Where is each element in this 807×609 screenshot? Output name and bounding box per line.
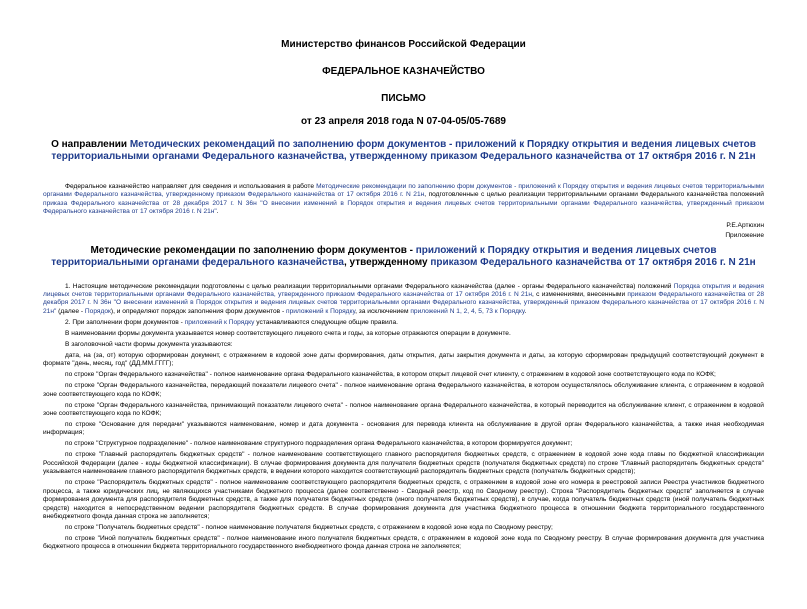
title-text-1: Методические рекомендации по заполнению форм документов - xyxy=(90,244,416,256)
paragraph-ofk-transferring: по строке "Орган Федерального казначейства, передающий показатели лицевого счета" - полное наименование органа Федерального казначейства, в котором осуществлялось обслуживание клиента, с отражением в кодовой зоне соответствующего кода по КОФК; xyxy=(43,382,764,398)
subject-link[interactable]: Методических рекомендаций по заполнению форм документов - приложений к Порядку открытия и ведения лицевых счетов территориальными органами Федерального казначейства, утвержденному приказом Федерального казначейства от 17 октября 2016 г. N 21н xyxy=(51,139,756,162)
title-link-order-21n[interactable]: приказом Федерального казначейства от 17 октября 2016 г. N 21н xyxy=(430,256,756,268)
intro-text-3: . xyxy=(216,208,219,216)
paragraph-structural-unit: по строке "Структурное подразделение" - полное наименование структурного подразделения органа Федерального казначейства, в котором формируется документ; xyxy=(65,440,573,448)
p1-text-1: 1. Настоящие методические рекомендации подготовлены с целью реализации территориальными органами Федерального казначейства (далее - органы Федерального казначейства) положений xyxy=(65,282,674,290)
p2-text-1: 2. При заполнении форм документов - xyxy=(65,318,185,326)
p1-text-3: (далее - xyxy=(56,307,85,315)
p1-link-appendices[interactable]: приложений к Порядку xyxy=(286,307,356,315)
p1-link-appendix-numbers[interactable]: приложений N 1, 2, 4, 5, 73 к Порядку xyxy=(410,307,525,315)
paragraph-ofk-receiving: по строке "Орган Федерального казначейства, принимающий показатели лицевого счета" - полное наименование органа Федерального казначейства, в который переводится на обслуживание клиент, с отражением в кодовой зоне соответствующего кода по КОФК; xyxy=(43,401,764,418)
title-link-appendices[interactable]: приложений к Порядку открытия и ведения лицевых счетов территориальными органами федерального казначейства xyxy=(51,244,717,268)
p2-link-appendices[interactable]: приложений к Порядку xyxy=(184,318,255,326)
paragraph-other-recipient: по строке "Иной получатель бюджетных средств" - полное наименование иного получателя бюджетных средств, с отражением в кодовой зоне кода по Сводному реестру. В случае формирования документа для участника бюджетного процесса в отношении бюджета территориального государственного внебюджетного фонда данная строка не заполняется; xyxy=(43,534,764,551)
title-text-2: , утвержденному xyxy=(343,256,431,268)
paragraph-date: дата, на (за, от) которую сформирован документ, с отражением в кодовой зоне даты формирования, даты открытия, даты закрытия документа и даты, за которую сформирован предыдущий соответствующий документ в формате "день, месяц, год" (ДД.ММ.ГГГГ); xyxy=(43,351,764,368)
intro-paragraph xyxy=(43,183,764,217)
recommendations-title xyxy=(43,245,764,269)
p2-text-2: устанавливаются следующие общие правила. xyxy=(254,318,398,326)
p1-text-6: . xyxy=(524,307,527,315)
p1-text-2: , с изменениями, внесенными xyxy=(532,291,628,299)
paragraph-header-part: В заголовочной части формы документа указываются: xyxy=(65,340,233,348)
intro-link-order-36n[interactable]: приказа Федерального казначейства от 28 декабря 2017 г. N 36н "О внесении изменений в Порядок открытия и ведения лицевых счетов территориальными органами Федерального казначейства, утвержденный приказом Федерального казначейства от 17 октября 2016 г. N 21н" xyxy=(43,199,764,216)
p1-link-order-36n[interactable]: приказом Федерального казначейства от 28 декабря 2017 г. N 36н "О внесении изменений в Порядок открытия и ведения лицевых счетов территориальными органами Федерального казначейства, утвержденный приказом Федерального казначейства от 17 октября 2016 г. N 21н" xyxy=(43,291,764,315)
paragraph-chief-manager: по строке "Главный распорядитель бюджетных средств" - полное наименование соответствующего главного распорядителя бюджетных средств, с отражением в кодовой зоне кода главы по бюджетной классификации Российской Федерации (далее - коды бюджетной классификации). В случае формирования документа для получателя бюджетных средств (получателя бюджетных средств) по строке "Главный распорядитель бюджетных средств" указывается наименование главного распорядителя бюджетных средств, в ведении которого находится соответствующий распорядитель бюджетных средств (получатель бюджетных средств); xyxy=(43,451,764,476)
intro-text-2: , подготовленные с целью реализации территориальными органами Федерального казначейства положений xyxy=(424,191,764,199)
intro-link-recommendations[interactable]: Методические рекомендации по заполнению форм документов - приложений к Порядку открытия и ведения лицевых счетов территориальными органами Федерального казначейства, утвержденному приказом Федерального казначейства от 17 октября 2016 г. N 21н xyxy=(43,183,764,199)
signature: Р.Е.Артюхин xyxy=(726,221,764,229)
intro-text-1: Федеральное казначейство направляет для сведения и использования в работе xyxy=(65,183,317,190)
paragraph-ofk: по строке "Орган Федерального казначейства" - полное наименование органа Федерального казначейства, в котором открыт лицевой счет клиенту, с отражением в кодовой зоне соответствующего кода по КОФК; xyxy=(65,371,716,379)
agency-heading: ФЕДЕРАЛЬНОЕ КАЗНАЧЕЙСТВО xyxy=(322,66,485,77)
document-body xyxy=(43,283,764,552)
paragraph-2 xyxy=(43,319,764,327)
doc-date-number: от 23 апреля 2018 года N 07-04-05/05-7689 xyxy=(301,116,506,127)
ministry-heading: Министерство финансов Российской Федерации xyxy=(281,39,526,50)
paragraph-1 xyxy=(43,283,764,317)
p1-text-5: , за исключением xyxy=(355,307,411,315)
subject-prefix: О направлении xyxy=(51,139,130,150)
doc-type-heading: ПИСЬМО xyxy=(381,93,426,104)
paragraph-recipient: по строке "Получатель бюджетных средств" - полное наименование получателя бюджетных средств, с отражением в кодовой зоне кода по Сводному реестру; xyxy=(65,523,553,531)
p1-link-poryadok[interactable]: Порядок xyxy=(84,307,111,315)
attachment-label: Приложение xyxy=(725,231,764,239)
paragraph-form-name: В наименовании формы документа указывается номер соответствующего лицевого счета и годы, за которые отражаются операции в документе. xyxy=(65,329,511,337)
paragraph-manager: по строке "Распорядитель бюджетных средств" - полное наименование соответствующего распорядителя бюджетных средств, с отражением в кодовой зоне его номера в реестровой записи Реестра участников бюджетного процесса, а также юридических лиц, не являющихся участниками бюджетного процесса (далее соответственно - Сводный реестр, код по Сводному реестру). Строка "Распорядитель бюджетных средств" заполняется в случае формирования документа для распорядителя бюджетных средств, а также для получателя бюджетных средств (иного получателя бюджетных средств), в случае, когда получатель бюджетных средств (иной получатель бюджетных средств) находится в непосредственном ведении распорядителя бюджетных средств. В случае формирования документа для участника бюджетного процесса в отношении бюджета территориального государственного внебюджетного фонда данная строка не заполняется; xyxy=(43,479,764,520)
p1-link-procedure[interactable]: Порядка открытия и ведения лицевых счетов территориальными органами Федерального казначейства, утвержденного приказом Федерального казначейства от 17 октября 2016 г. N 21н xyxy=(43,282,764,299)
p1-text-4: ), и определяют порядок заполнения форм документов - xyxy=(110,307,287,315)
document-page xyxy=(0,38,807,609)
letter-subject xyxy=(43,139,764,163)
paragraph-transfer-basis: по строке "Основание для передачи" указываются наименование, номер и дата документа - основания для перевода клиента на обслуживание в другой орган Федерального казначейства, а также иная необходимая информация; xyxy=(43,421,764,437)
